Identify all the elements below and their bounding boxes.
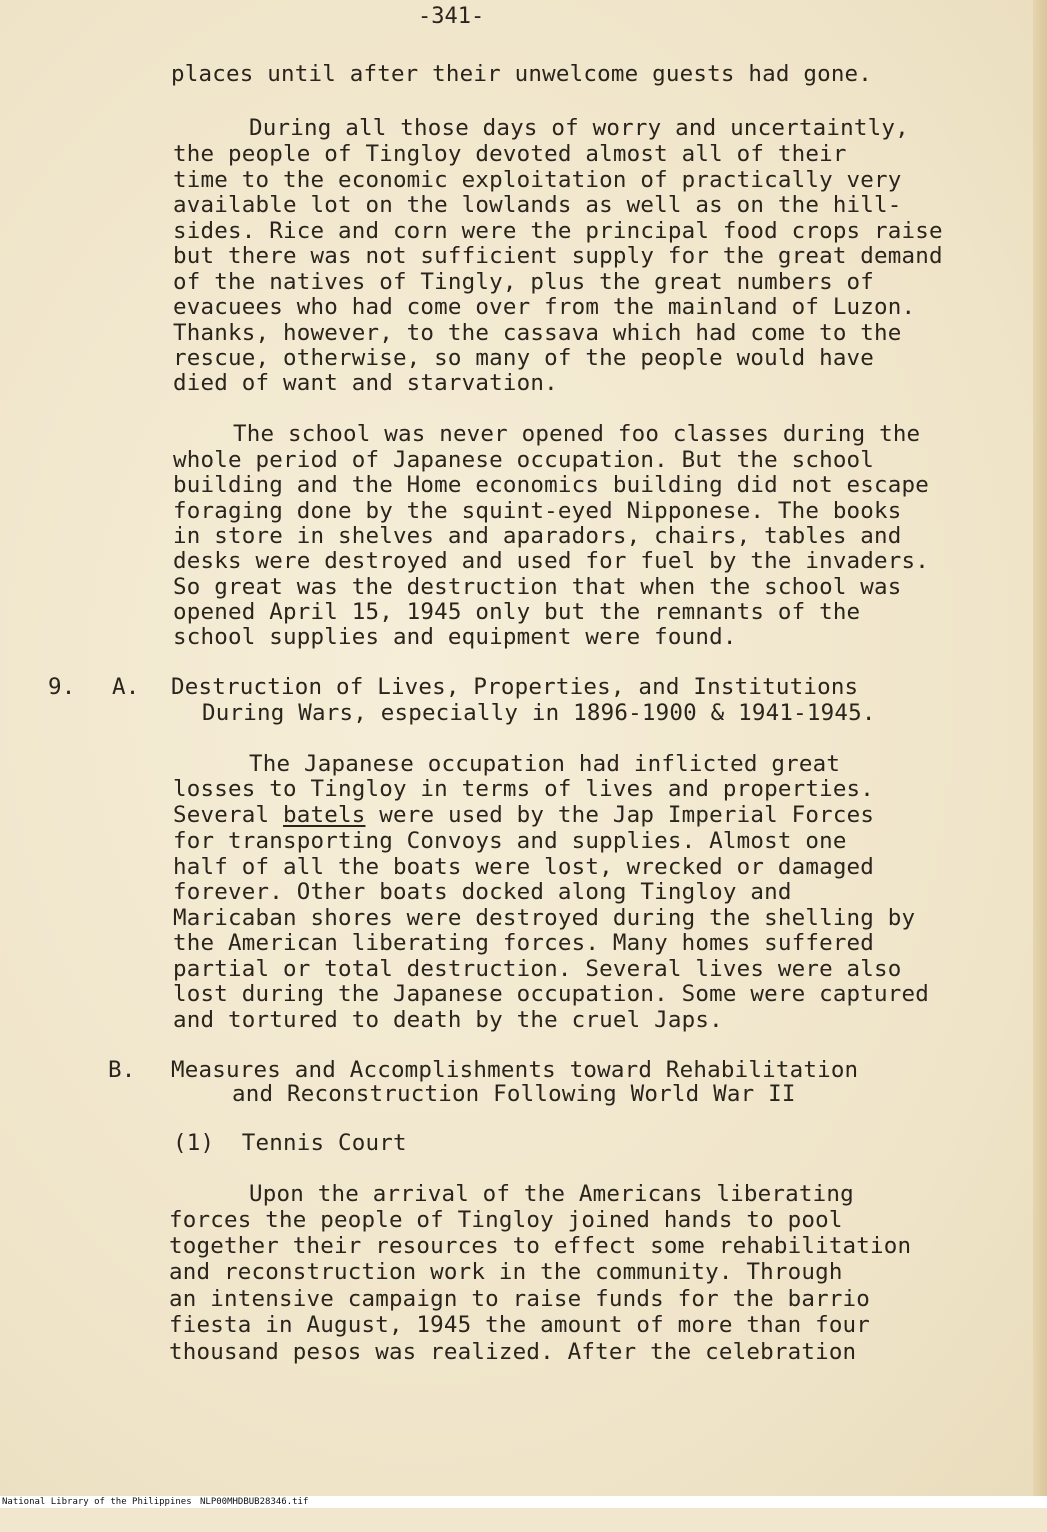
- text-line: desks were destroyed and used for fuel by the invaders.: [173, 548, 930, 574]
- text-fragment: Several: [173, 802, 283, 828]
- text-line: fiesta in August, 1945 the amount of more than four: [169, 1312, 871, 1338]
- text-line: The school was never opened foo classes during the: [233, 421, 921, 447]
- text-line: sides. Rice and corn were the principal food crops raise: [173, 218, 943, 244]
- subsection-letter: B.: [108, 1057, 136, 1083]
- page-number: -341-: [418, 4, 485, 29]
- text-line: rescue, otherwise, so many of the people would have: [173, 345, 875, 371]
- text-line: partial or total destruction. Several lives were also: [173, 956, 902, 982]
- text-line: [173, 803, 874, 828]
- section-number: 9.: [48, 674, 76, 700]
- underlined-word: batels: [282, 802, 366, 828]
- text-line: died of want and starvation.: [173, 370, 558, 396]
- text-line: building and the Home economics building did not escape: [173, 472, 930, 498]
- text-line: the American liberating forces. Many homes suffered: [173, 930, 875, 956]
- text-line: So great was the destruction that when the school was: [173, 574, 902, 600]
- text-line: forces the people of Tingloy joined hands to pool: [169, 1207, 843, 1233]
- text-line: Thanks, however, to the cassava which had come to the: [173, 320, 902, 346]
- text-line: an intensive campaign to raise funds for the barrio: [169, 1286, 871, 1312]
- text-line: together their resources to effect some rehabilitation: [169, 1233, 912, 1259]
- text-line: but there was not sufficient supply for the great demand: [173, 243, 943, 269]
- text-line: and reconstruction work in the community. Through: [169, 1259, 843, 1285]
- footer-institution: National Library of the Philippines: [2, 1497, 192, 1507]
- text-line: opened April 15, 1945 only but the remnants of the: [173, 599, 861, 625]
- text-line: of the natives of Tingly, plus the great numbers of: [173, 269, 875, 295]
- subsection-letter: A.: [112, 674, 140, 700]
- section-heading: During Wars, especially in 1896-1900 & 1941-1945.: [202, 700, 876, 726]
- text-line: for transporting Convoys and supplies. Almost one: [173, 828, 847, 854]
- page-edge-shadow: [1033, 0, 1047, 1508]
- text-line: places until after their unwelcome guests had gone.: [171, 61, 873, 87]
- text-line: Maricaban shores were destroyed during the shelling by: [173, 905, 916, 931]
- text-line: and tortured to death by the cruel Japs.: [173, 1007, 723, 1033]
- section-heading: and Reconstruction Following World War II: [232, 1081, 796, 1107]
- text-line: lost during the Japanese occupation. Some were captured: [173, 981, 930, 1007]
- text-fragment: were used by the Jap Imperial Forces: [379, 802, 875, 828]
- section-heading: Destruction of Lives, Properties, and Institutions: [171, 674, 859, 700]
- text-line: available lot on the lowlands as well as on the hill-: [173, 192, 902, 218]
- subheading: (1) Tennis Court: [173, 1130, 407, 1156]
- text-line: in store in shelves and aparadors, chairs, tables and: [173, 523, 902, 549]
- text-line: forever. Other boats docked along Tingloy and: [173, 879, 792, 905]
- text-line: During all those days of worry and uncertaintly,: [249, 115, 909, 141]
- text-line: losses to Tingloy in terms of lives and properties.: [173, 776, 875, 802]
- text-line: The Japanese occupation had inflicted great: [249, 751, 841, 777]
- text-line: thousand pesos was realized. After the celebration: [169, 1339, 857, 1365]
- text-line: the people of Tingloy devoted almost all of their: [173, 141, 847, 167]
- footer-filename: NLP00MHDBUB28346.tif: [200, 1497, 309, 1507]
- text-line: school supplies and equipment were found.: [173, 624, 737, 650]
- text-line: foraging done by the squint-eyed Nipponese. The books: [173, 498, 902, 524]
- text-line: Upon the arrival of the Americans liberating: [249, 1181, 854, 1207]
- text-line: half of all the boats were lost, wrecked or damaged: [173, 854, 875, 880]
- text-line: evacuees who had come over from the mainland of Luzon.: [173, 294, 916, 320]
- text-line: whole period of Japanese occupation. But the school: [173, 447, 875, 473]
- section-heading: Measures and Accomplishments toward Rehabilitation: [171, 1057, 859, 1083]
- text-line: time to the economic exploitation of practically very: [173, 167, 902, 193]
- scan-footer: [0, 1496, 1047, 1508]
